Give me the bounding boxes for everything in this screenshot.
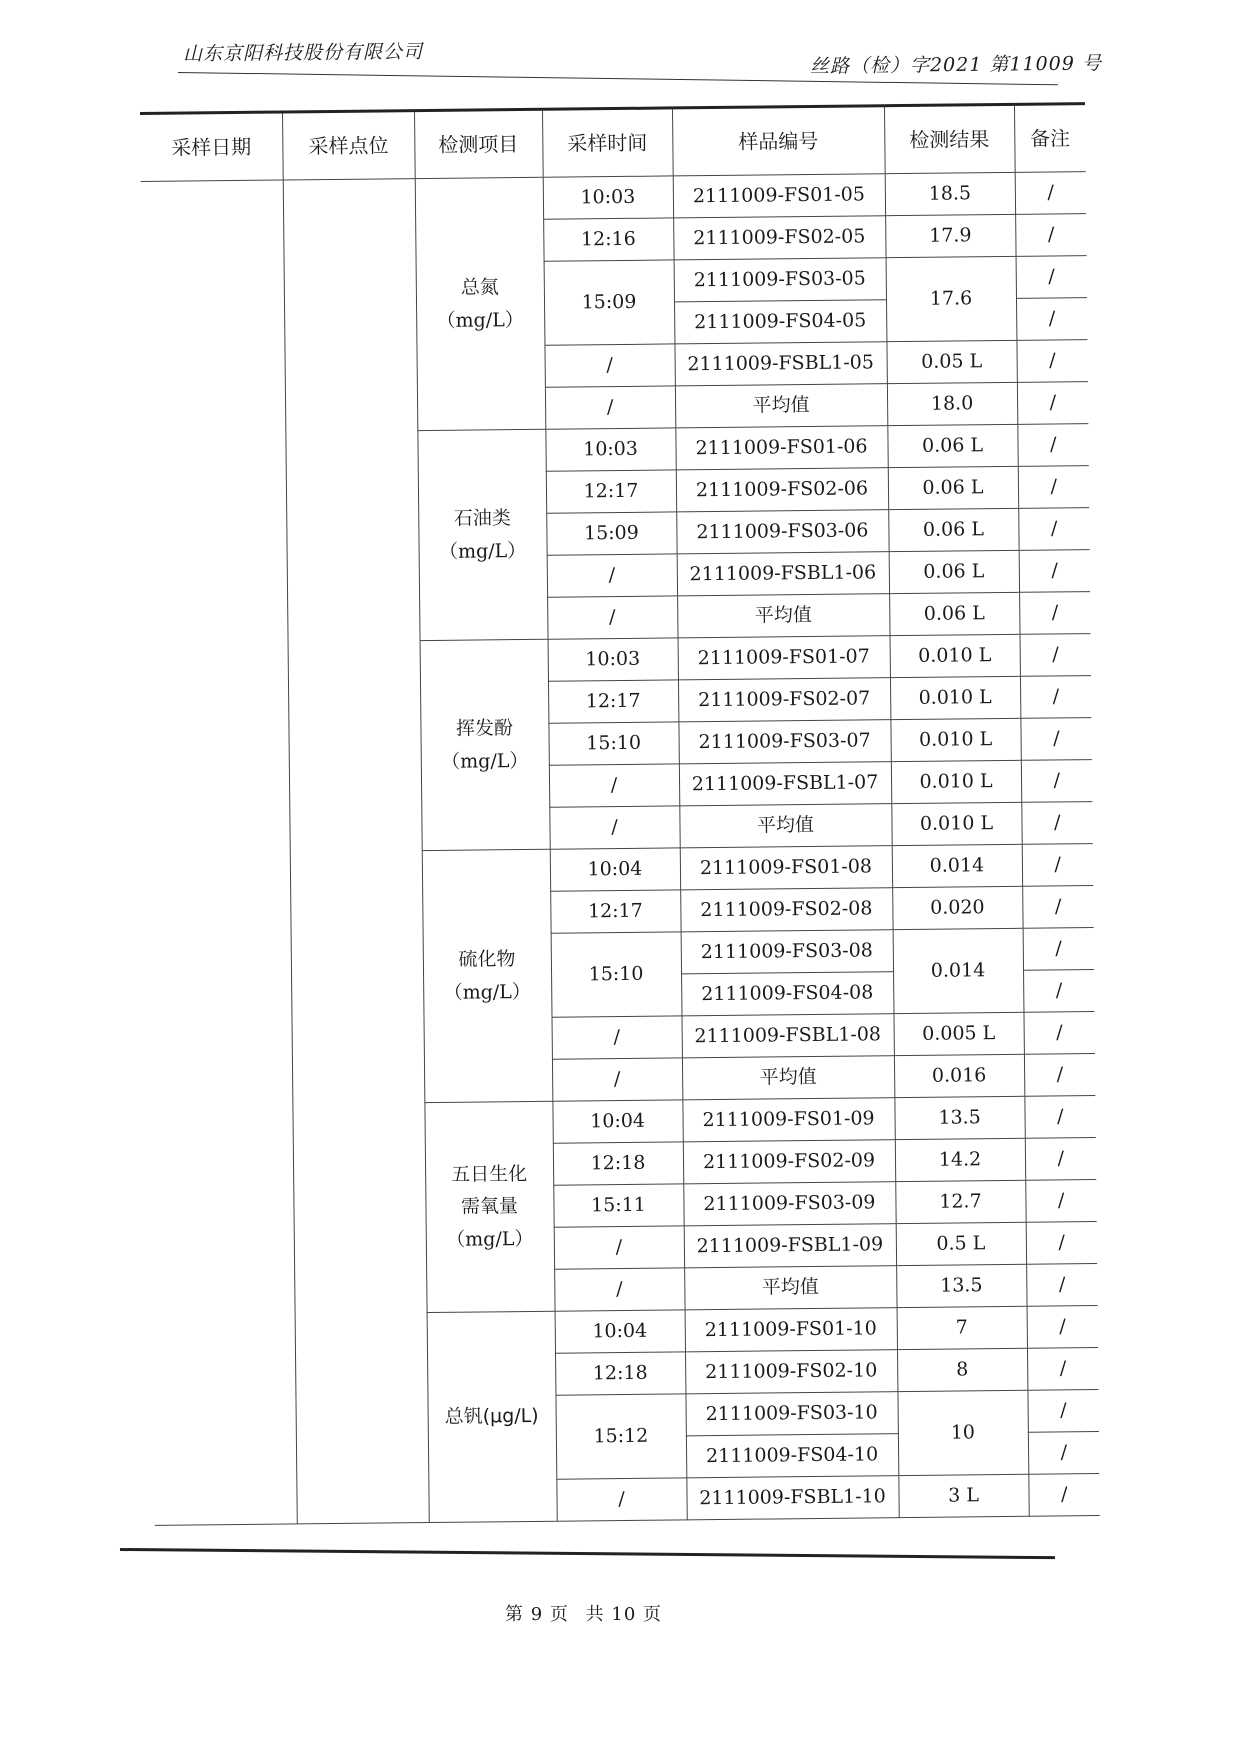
test-item-petroleum [417,429,547,640]
average-label-cell: 平均值 [677,594,889,638]
report-number: 丝路（检）字2021 第11009 号 [809,52,1102,78]
time-cell: 12:18 [555,1352,685,1395]
sample-id-cell: 2111009-FS02-07 [678,678,890,722]
remark-cell: / [1027,1390,1098,1433]
test-item-name: 硫化物 [458,948,516,971]
time-cell: 15:09 [544,260,675,345]
result-cell: 0.5 L [896,1222,1026,1265]
test-item-unit: （mg/L） [443,980,531,1004]
result-cell: 18.0 [887,382,1017,425]
sample-id-cell: 2111009-FS03-05 [674,258,886,302]
time-cell: 12:18 [553,1142,683,1185]
test-item-name: 总氮 [460,276,499,299]
table-bottom-rule [120,1548,1055,1559]
time-cell: / [547,596,677,639]
remark-cell: / [1026,1264,1097,1307]
sample-id-cell: 2111009-FS03-07 [678,720,890,764]
test-item-unit: （mg/L） [438,539,527,563]
remark-cell: / [1021,760,1092,803]
remark-cell: / [1017,424,1088,467]
sample-id-cell: 2111009-FS02-09 [683,1140,895,1184]
remark-cell: / [1023,1012,1094,1055]
sampling-date-cell [141,180,297,1525]
result-cell: 0.014 [893,928,1024,1013]
time-cell: / [549,806,679,849]
test-item-name: 总钒(μg/L) [444,1405,539,1429]
column-header-sampling-point: 采样点位 [282,111,415,180]
test-item-bod5 [424,1101,554,1312]
remark-cell: / [1016,256,1087,299]
test-item-unit: （mg/L） [436,308,524,332]
sample-id-cell: 2111009-FS03-09 [683,1182,895,1226]
sample-id-cell: 2111009-FS03-06 [676,510,888,554]
page-footer [505,1600,672,1626]
time-cell: / [547,554,677,597]
remark-cell: / [1016,340,1087,383]
result-cell: 8 [897,1348,1027,1391]
remark-cell: / [1025,1138,1096,1181]
result-cell: 14.2 [895,1138,1025,1181]
test-item-name-line2: 需氧量 [460,1195,519,1219]
remark-cell: / [1015,172,1086,215]
test-item-name: 挥发酚 [455,717,514,740]
time-cell: 10:04 [550,848,680,891]
remark-cell: / [1024,1054,1095,1097]
time-cell: 12:17 [550,890,680,933]
remark-cell: / [1017,382,1088,425]
result-cell: 0.016 [894,1054,1024,1097]
time-cell: / [552,1058,682,1101]
sample-id-cell: 2111009-FS02-10 [685,1350,897,1394]
result-cell: 0.06 L [888,508,1018,551]
result-cell: 18.5 [885,172,1015,215]
test-item-volatile-phenol [420,639,550,850]
page-total: 共 10 页 [585,1604,662,1625]
time-cell: 15:09 [546,512,676,555]
remark-cell: / [1020,634,1091,677]
sample-id-cell: 2111009-FS01-06 [675,426,887,470]
column-header-sampling-date: 采样日期 [140,112,283,181]
average-label-cell: 平均值 [679,804,891,848]
sample-id-cell: 2111009-FS01-09 [682,1098,894,1142]
sample-id-cell: 2111009-FS02-05 [673,216,885,260]
remark-cell: / [1027,1306,1098,1349]
sample-id-cell: 2111009-FSBL1-09 [684,1224,896,1268]
result-cell: 0.014 [892,844,1022,887]
table-header-row [140,104,1086,182]
result-cell: 0.010 L [891,802,1021,845]
remark-cell: / [1022,886,1093,929]
result-cell: 0.06 L [889,550,1019,593]
result-cell: 17.9 [885,214,1015,257]
test-item-sulfide [422,849,553,1102]
result-cell: 0.020 [892,886,1022,929]
time-cell: 12:17 [548,680,678,723]
time-cell: / [554,1226,684,1269]
remark-cell: / [1018,466,1089,509]
time-cell: 10:03 [543,176,673,219]
result-cell: 13.5 [894,1096,1024,1139]
test-item-unit: （mg/L） [441,749,529,773]
time-cell: / [549,764,679,807]
time-cell: / [552,1016,682,1059]
remark-cell: / [1023,928,1094,971]
time-cell: / [544,344,674,387]
remark-cell: / [1023,970,1094,1013]
time-cell: 10:04 [552,1100,682,1143]
test-item-total-nitrogen [415,177,546,430]
time-cell: / [545,386,675,429]
sampling-point-cell [283,179,429,1524]
test-item-name: 石油类 [453,507,511,530]
column-header-remark: 备注 [1014,104,1086,173]
remark-cell: / [1018,508,1089,551]
time-cell: / [554,1268,684,1311]
result-cell: 10 [897,1390,1028,1475]
page-number: 第 9 页 [505,1604,569,1625]
average-label-cell: 平均值 [684,1266,896,1310]
sample-id-cell: 2111009-FSBL1-10 [686,1476,898,1520]
result-cell: 0.010 L [890,718,1020,761]
result-cell: 3 L [898,1474,1028,1517]
remark-cell: / [1019,550,1090,593]
remark-cell: / [1025,1180,1096,1223]
time-cell: 10:03 [548,638,678,681]
average-label-cell: 平均值 [682,1056,894,1100]
sample-id-cell: 2111009-FS02-06 [676,468,888,512]
company-name: 山东京阳科技股份有限公司 [182,40,424,66]
remark-cell: / [1019,592,1090,635]
remark-cell: / [1026,1222,1097,1265]
sample-id-cell: 2111009-FS02-08 [680,888,892,932]
remark-cell: / [1021,802,1092,845]
result-cell: 0.05 L [886,340,1016,383]
test-item-unit: （mg/L） [446,1227,534,1251]
sample-id-cell: 2111009-FSBL1-05 [674,342,886,386]
remark-cell: / [1028,1432,1099,1475]
test-item-name-line1: 五日生化 [451,1163,528,1186]
sample-id-cell: 2111009-FS01-05 [673,174,885,218]
result-cell: 0.06 L [889,592,1019,635]
remark-cell: / [1028,1474,1099,1517]
remark-cell: / [1015,214,1086,257]
sample-id-cell: 2111009-FS04-08 [681,972,893,1016]
column-header-sample-id: 样品编号 [672,106,885,176]
average-label-cell: 平均值 [675,384,887,428]
time-cell: 15:12 [555,1394,686,1479]
remark-cell: / [1020,676,1091,719]
sample-id-cell: 2111009-FSBL1-07 [679,762,891,806]
remark-cell: / [1027,1348,1098,1391]
result-cell: 17.6 [886,256,1017,341]
time-cell: / [556,1478,686,1521]
result-cell: 7 [897,1306,1027,1349]
remark-cell: / [1022,844,1093,887]
column-header-sampling-time: 采样时间 [542,108,673,177]
result-cell: 0.005 L [893,1012,1023,1055]
result-cell: 0.06 L [888,466,1018,509]
result-cell: 0.010 L [891,760,1021,803]
time-cell: 15:10 [548,722,678,765]
column-header-result: 检测结果 [884,104,1015,173]
time-cell: 12:16 [543,218,673,261]
results-table [140,102,1100,1526]
remark-cell: / [1020,718,1091,761]
sample-id-cell: 2111009-FSBL1-06 [677,552,889,596]
sample-id-cell: 2111009-FS03-08 [681,930,893,974]
time-cell: 15:10 [551,932,682,1017]
test-item-total-vanadium [427,1311,557,1522]
time-cell: 10:03 [545,428,675,471]
remark-cell: / [1016,298,1087,341]
sample-id-cell: 2111009-FS01-08 [680,846,892,890]
sample-id-cell: 2111009-FS01-07 [678,636,890,680]
time-cell: 12:17 [546,470,676,513]
sample-id-cell: 2111009-FS04-10 [686,1434,898,1478]
sample-id-cell: 2111009-FS01-10 [685,1308,897,1352]
result-cell: 13.5 [896,1264,1026,1307]
result-cell: 0.06 L [887,424,1017,467]
column-header-test-item: 检测项目 [414,109,543,178]
time-cell: 15:11 [553,1184,683,1227]
sample-id-cell: 2111009-FSBL1-08 [681,1014,893,1058]
sample-id-cell: 2111009-FS03-10 [685,1392,897,1436]
result-cell: 0.010 L [890,676,1020,719]
remark-cell: / [1024,1096,1095,1139]
results-table-container [140,102,1100,1526]
result-cell: 0.010 L [890,634,1020,677]
time-cell: 10:04 [555,1310,685,1353]
result-cell: 12.7 [895,1180,1025,1223]
sample-id-cell: 2111009-FS04-05 [674,300,886,344]
